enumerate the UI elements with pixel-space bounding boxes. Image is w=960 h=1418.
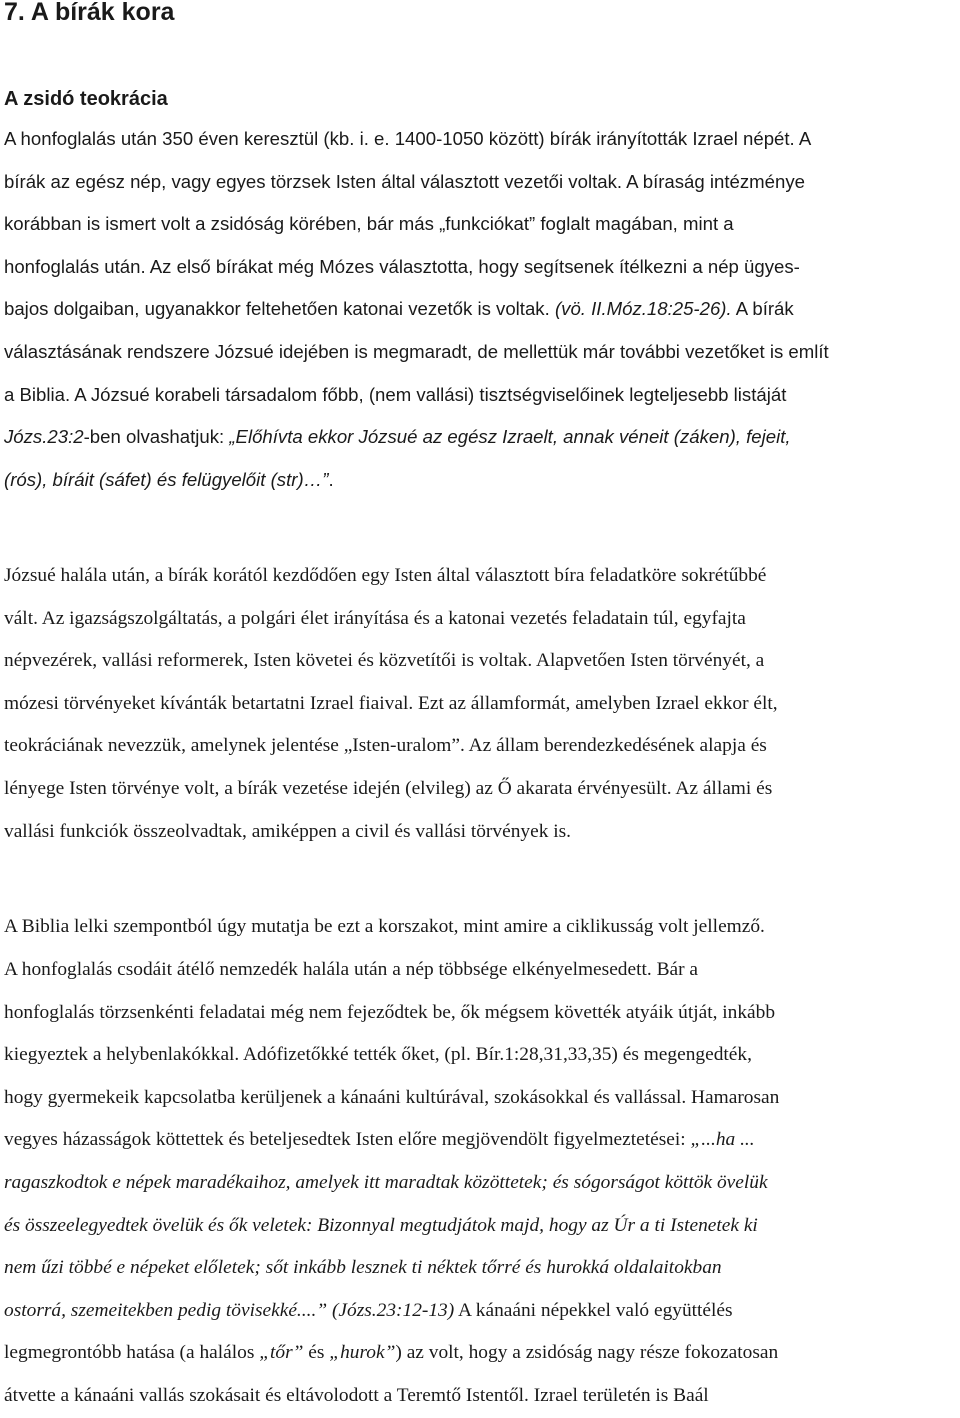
bible-quote: ostorrá, szemeitekben pedig tövisekké....” (Józs.23:12-13) — [4, 1299, 455, 1321]
text-run: és — [303, 1342, 330, 1364]
paragraph-1-line: a Biblia. A Józsué korabeli társadalom főbb, (nem vallási) tisztségviselőinek legteljesebb listáját — [4, 383, 787, 405]
paragraph-2-line: vallási funkciók összeolvadtak, amiképpen a civil és vallási törvények is. — [4, 820, 572, 842]
bible-reference: Józs.23:2 — [4, 426, 84, 448]
paragraph-1-line: A honfoglalás után 350 éven keresztül (kb. i. e. 1400-1050 között) bírák irányították Izrael népét. A — [4, 128, 812, 149]
paragraph-4-line — [4, 1162, 956, 1205]
text-run: ) az volt, hogy a zsidóság nagy része fokozatosan — [395, 1342, 779, 1364]
paragraph-1-line: korábban is ismert volt a zsidóság körében, bár más „funkciókat” foglalt magában, mint a — [4, 213, 734, 235]
quoted-word: „tőr” — [259, 1342, 304, 1364]
chapter-title: 7. A bírák kora — [4, 0, 175, 26]
paragraph-4-line: átvette a kánaáni vallás szokásait és eltávolodott a Teremtő Istentől. Izrael területén is Baál — [4, 1384, 709, 1406]
text-run: A bírák — [731, 298, 794, 320]
paragraph-1-line — [4, 416, 956, 459]
text-run: -ben olvashatjuk: — [83, 426, 230, 448]
paragraph-4-line: hogy gyermekeik kapcsolatba kerüljenek a kánaáni kultúrával, szokásokkal és vallással. Hamarosan — [4, 1086, 780, 1108]
paragraph-1-line — [4, 288, 956, 331]
paragraph-1-line: bírák az egész nép, vagy egyes törzsek Isten által választott vezetői voltak. A bíraság intézménye — [4, 170, 805, 192]
bible-quote: „Előhívta ekkor Józsué az egész Izraelt, annak véneit (záken), fejeit, — [229, 426, 791, 448]
paragraph-1-line: honfoglalás után. Az első bírákat még Mózes választotta, hogy segítsenek ítélkezni a nép ügyes- — [4, 255, 800, 277]
paragraph-4-line — [4, 1205, 956, 1248]
bible-quote: (rós), bíráit (sáfet) és felügyelőit (str)…” — [4, 468, 329, 490]
paragraph-4-line: A honfoglalás csodáit átélő nemzedék halála után a nép többsége elkényelmesedett. Bár a — [4, 959, 699, 980]
paragraph-2-line: népvezérek, vallási reformerek, Isten követei és közvetítői is voltak. Alapvetően Isten törvényét, a — [4, 650, 765, 672]
text-run: bajos dolgaiban, ugyanakkor feltehetően katonai vezetők is voltak. — [4, 298, 555, 320]
quoted-word: „hurok” — [329, 1342, 396, 1364]
bible-reference: (vö. II.Móz.18:25-26). — [554, 298, 732, 320]
paragraph-1 — [4, 118, 956, 501]
text-run: vegyes házasságok köttettek és beteljesedtek Isten előre megjövendölt figyelmeztetései: — [4, 1129, 691, 1151]
paragraph-4-line: kiegyeztek a helybenlakókkal. Adófizetőkké tették őket, (pl. Bír.1:28,31,33,35) és megengedték, — [4, 1044, 752, 1066]
paragraph-2-line: teokráciának nevezzük, amelynek jelentése „Isten-uralom”. Az állam berendezkedésének alapja és — [4, 735, 767, 757]
section-title: A zsidó teokrácia — [4, 88, 168, 110]
paragraph-2-line: lényege Isten törvénye volt, a bírák vezetése idején (elvileg) az Ő akarata érvényesült. Az állami és — [4, 777, 773, 799]
paragraph-4-line — [4, 1119, 956, 1162]
paragraph-3 — [4, 906, 956, 949]
paragraph-2-line: mózesi törvényeket kívánták betartatni Izrael fiaival. Ezt az államformát, amelyben Izrael ekkor élt, — [4, 692, 778, 714]
paragraph-2-line: Józsué halála után, a bírák korától kezdődően egy Isten által választott bíra feladatköre sokrétűbbé — [4, 565, 767, 586]
paragraph-4-line — [4, 1247, 956, 1290]
bible-quote: nem űzi többé e népeket előletek; sőt inkább lesznek ti néktek tőrré és hurokká oldalaitokban — [4, 1257, 722, 1279]
bible-quote: és összeelegyedtek övelük és ők veletek: Bizonnyal megtudjátok majd, hogy az Úr a ti Istenetek ki — [4, 1214, 758, 1236]
text-run: legmegrontóbb hatása (a halálos — [4, 1342, 260, 1364]
text-run: A kánaáni népekkel való együttélés — [454, 1299, 733, 1321]
paragraph-1-line: választásának rendszere Józsué idejében is megmaradt, de mellettük már további vezetőket is említ — [4, 340, 829, 362]
paragraph-2-line: vált. Az igazságszolgáltatás, a polgári élet irányítása és a katonai vezetés feladatain túl, egyfajta — [4, 607, 746, 629]
paragraph-4 — [4, 949, 956, 1418]
bible-quote: „...ha ... — [690, 1129, 755, 1151]
paragraph-4-line — [4, 1290, 956, 1333]
paragraph-1-line — [4, 459, 956, 502]
paragraph-3-line: A Biblia lelki szempontból úgy mutatja be ezt a korszakot, mint amire a ciklikusság volt jellemző. — [4, 916, 765, 937]
bible-quote: ragaszkodtok e népek maradékaihoz, amelyek itt maradtak közöttetek; és sógorságot köttök övelük — [4, 1171, 768, 1193]
paragraph-4-line — [4, 1332, 956, 1375]
text-run: . — [328, 468, 334, 490]
paragraph-2 — [4, 555, 956, 853]
paragraph-4-line: honfoglalás törzsenkénti feladatai még nem fejeződtek be, ők mégsem követték atyáik útját, inkább — [4, 1001, 776, 1023]
